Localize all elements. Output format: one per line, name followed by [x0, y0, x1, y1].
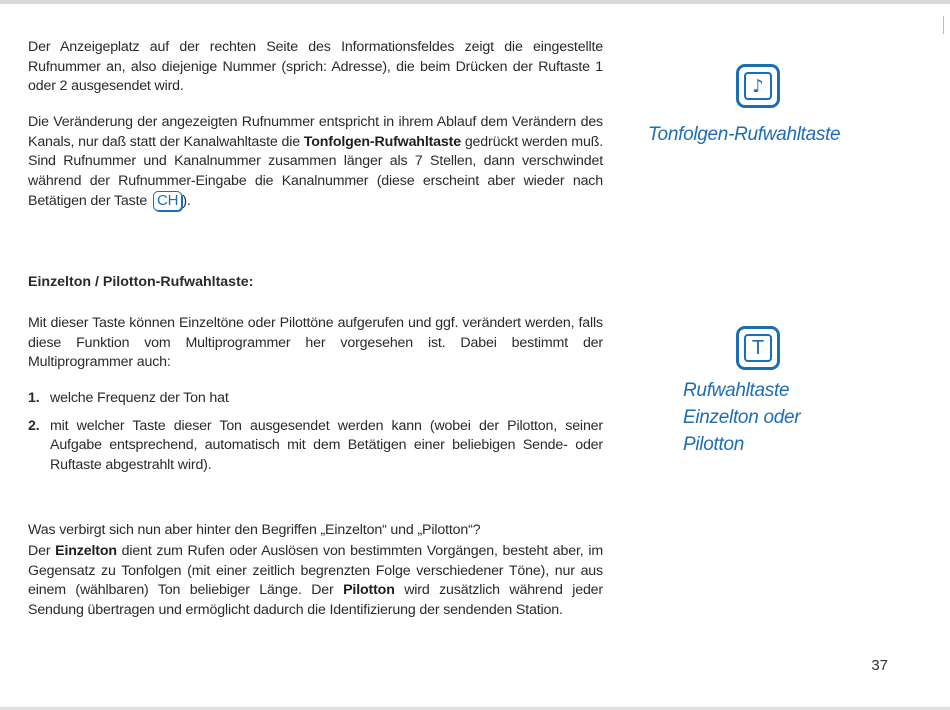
top-border — [0, 0, 950, 4]
note-icon — [744, 72, 772, 100]
caption-line: Pilotton — [683, 434, 744, 455]
paragraph-text: Der Anzeigeplatz auf der rechten Seite des Informationsfeldes zeigt die eingestellte Rufnummer an, also diejenige Nummer (sprich: Adresse), die beim Drücken der Ruftaste 1 oder 2 ausgesendet wird. — [28, 39, 603, 94]
paragraph-anzeigeplatz — [28, 38, 603, 97]
caption-line: Rufwahltaste — [683, 380, 790, 401]
list-text: welche Frequenz der Ton hat — [50, 390, 229, 406]
tonfolgen-key-icon — [736, 64, 780, 108]
paragraph-einzelton-intro — [28, 314, 603, 373]
paragraph-question — [28, 521, 603, 541]
list-text: mit welcher Taste dieser Ton ausgesendet werden kann (wobei der Pilotton, seiner Aufgabe entsprechend, automatisch mit dem Betätigen einer beliebigen Sende- oder Ruftaste abgestrahlt wird). — [50, 417, 603, 473]
paragraph-einzelton-pilotton — [28, 542, 603, 620]
bold-term-einzelton: Einzelton — [55, 543, 117, 559]
section-heading: Einzelton / Pilotton-Rufwahltaste: — [28, 274, 254, 290]
numbered-list — [28, 389, 603, 475]
paragraph-text: dient zum Rufen oder Auslösen von bestimmten Vorgängen, besteht aber, im Gegensatz zu Tonfolgen (mit einer zeitlich begrenzten Folge verschiedener Töne), nur aus einem (wählbaren) Ton beliebiger Länge. Der — [28, 543, 603, 598]
paragraph-text: Mit dieser Taste können Einzeltöne oder Pilottöne aufgerufen und ggf. verändert werden, falls diese Funktion vom Multiprogrammer her vorgesehen ist. Dabei bestimmt der Multiprogrammer auch: — [28, 315, 603, 370]
bold-term-pilotton: Pilotton — [343, 582, 395, 598]
t-glyph: T — [751, 336, 765, 359]
einzelton-key-icon — [736, 326, 780, 370]
list-item — [28, 417, 603, 476]
caption-line: Einzelton oder — [683, 407, 801, 428]
list-item — [28, 389, 603, 409]
bold-term-tonfolgen: Tonfolgen-Rufwahltaste — [303, 133, 461, 150]
list-number: 1. — [28, 390, 40, 406]
list-number: 2. — [28, 417, 40, 434]
caption-tonfolgen: Tonfolgen-Rufwahltaste — [648, 124, 841, 145]
page-number: 37 — [871, 657, 888, 674]
paragraph-text: Die Veränderung der angezeigten Rufnummer entspricht in ihrem Ablauf dem Verändern des Kanals, nur daß statt der Kanalwahltaste die — [28, 114, 603, 150]
caption-einzelton — [683, 377, 800, 458]
paragraph-text: Was verbirgt sich nun aber hinter den Begriffen „Einzelton“ und „Pilotton“? — [28, 522, 481, 538]
paragraph-rufnummer-aenderung — [28, 113, 603, 212]
paragraph-text: gedrückt werden muß. Sind Rufnummer und Kanalnummer zusammen länger als 7 Stellen, dann verschwindet während der Rufnummer-Eingabe die Kanalnummer (diese erscheint aber wieder nach Betätigen der Taste — [28, 133, 604, 209]
ch-key-icon: CH — [153, 191, 182, 211]
paragraph-text: wird zusätzlich während jeder Sendung übertragen und ermöglicht dadurch die Identifizierung der sendenden Station. — [28, 582, 603, 618]
t-letter-icon — [744, 334, 772, 362]
note-glyph: ♪ — [752, 75, 764, 97]
paragraph-text: ). — [182, 193, 191, 209]
margin-mark — [943, 16, 944, 34]
paragraph-text: Der — [28, 543, 51, 559]
